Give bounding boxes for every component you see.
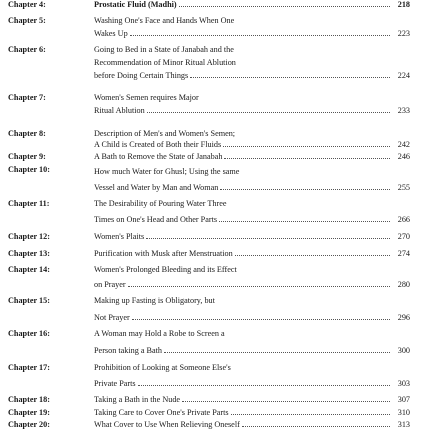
toc-entry-title: Taking a Bath in the Nude (94, 395, 181, 404)
page-number: 280 (397, 280, 410, 289)
toc-entry-title: A Child is Created of Both their Fluids (94, 140, 222, 149)
toc-entry-title: A Woman may Hold a Robe to Screen a (94, 329, 225, 338)
toc-entry-title: Private Parts (94, 379, 136, 388)
toc-entry-title: How much Water for Ghusl; Using the same (94, 167, 240, 176)
toc-entry-title: Description of Men's and Women's Semen; (94, 129, 236, 138)
dot-leader (179, 0, 390, 7)
toc-line (94, 249, 410, 258)
chapter-label: Chapter 6: (8, 45, 46, 54)
toc-line (94, 232, 410, 241)
toc-line (94, 199, 410, 208)
dot-leader (231, 408, 390, 415)
dot-leader (130, 29, 390, 36)
dot-leader (224, 152, 390, 159)
dot-leader (128, 280, 390, 287)
chapter-label: Chapter 15: (8, 296, 50, 305)
chapter-label: Chapter 16: (8, 329, 50, 338)
toc-line (94, 106, 410, 115)
toc-line (94, 280, 410, 289)
toc-entry-title: What Cover to Use When Relieving Oneself (94, 420, 240, 429)
page-number: 303 (397, 379, 410, 388)
dot-leader (182, 395, 390, 402)
chapter-label: Chapter 14: (8, 265, 50, 274)
toc-line (94, 420, 410, 429)
page-number: 307 (397, 395, 410, 404)
toc-line (94, 29, 410, 38)
toc-line (94, 215, 410, 224)
page-number: 223 (397, 29, 410, 38)
dot-leader (223, 140, 390, 147)
toc-line (94, 140, 410, 149)
chapter-label: Chapter 5: (8, 16, 46, 25)
page-number: 296 (397, 313, 410, 322)
toc-entry-title: Purification with Musk after Menstruation (94, 249, 233, 258)
toc-entry-title: Women's Semen requires Major (94, 93, 199, 102)
page-number: 242 (397, 140, 410, 149)
toc-entry-title: Washing One's Face and Hands When One (94, 16, 235, 25)
chapter-label: Chapter 11: (8, 199, 50, 208)
chapter-label: Chapter 4: (8, 0, 46, 9)
page-number: 266 (397, 215, 410, 224)
page-number: 270 (397, 232, 410, 241)
toc-entry-title: Prohibition of Looking at Someone Else's (94, 363, 231, 372)
toc-line (94, 129, 410, 138)
dot-leader (219, 215, 390, 222)
page-number: 255 (397, 183, 410, 192)
chapter-label: Chapter 18: (8, 395, 50, 404)
dot-leader (235, 249, 390, 256)
page-number: 224 (397, 71, 410, 80)
chapter-label: Chapter 7: (8, 93, 46, 102)
dot-leader (146, 232, 390, 239)
toc-entry-title: Recommendation of Minor Ritual Ablution (94, 58, 236, 67)
toc-entry-title: Taking Care to Cover One's Private Parts (94, 408, 229, 417)
chapter-label: Chapter 8: (8, 129, 46, 138)
toc-line (94, 0, 410, 9)
page-number: 233 (397, 106, 410, 115)
toc-line (94, 346, 410, 355)
toc-line (94, 395, 410, 404)
chapter-label: Chapter 9: (8, 152, 46, 161)
toc-entry-title: Person taking a Bath (94, 346, 162, 355)
chapter-label: Chapter 13: (8, 249, 50, 258)
page-number: 246 (397, 152, 410, 161)
toc-line (94, 58, 410, 67)
page-number: 313 (397, 420, 410, 429)
chapter-label: Chapter 10: (8, 165, 50, 174)
page-number: 310 (397, 408, 410, 417)
toc-entry-title: Women's Plaits (94, 232, 145, 241)
toc-line (94, 329, 410, 338)
toc-entry-title: Ritual Ablution (94, 106, 145, 115)
dot-leader (164, 346, 390, 353)
toc-line (94, 313, 410, 322)
toc-entry-title: Making up Fasting is Obligatory, but (94, 296, 215, 305)
toc-line (94, 16, 410, 25)
toc-line (94, 183, 410, 192)
page-number: 274 (397, 249, 410, 258)
toc-entry-title: The Desirability of Pouring Water Three (94, 199, 227, 208)
toc-entry-title: Times on One's Head and Other Parts (94, 215, 218, 224)
toc-line (94, 71, 410, 80)
chapter-label: Chapter 20: (8, 420, 50, 429)
toc-line (94, 265, 410, 274)
toc-entry-title: Not Prayer (94, 313, 130, 322)
toc-line (94, 296, 410, 305)
toc-entry-title: on Prayer (94, 280, 126, 289)
page-number: 300 (397, 346, 410, 355)
chapter-label: Chapter 19: (8, 408, 50, 417)
toc-line (94, 45, 410, 54)
toc-entry-title: Women's Prolonged Bleeding and its Effect (94, 265, 237, 274)
chapter-label: Chapter 17: (8, 363, 50, 372)
toc-entry-title: before Doing Certain Things (94, 71, 189, 80)
dot-leader (138, 379, 390, 386)
toc-line (94, 379, 410, 388)
chapter-label: Chapter 12: (8, 232, 50, 241)
toc-line (94, 152, 410, 161)
dot-leader (220, 183, 390, 190)
toc-entry-title: Wakes Up (94, 29, 128, 38)
toc-line (94, 93, 410, 102)
toc-line (94, 408, 410, 417)
toc-entry-title: Going to Bed in a State of Janabah and the (94, 45, 234, 54)
toc-entry-title: Prostatic Fluid (Madhi) (94, 0, 177, 9)
toc-entry-title: A Bath to Remove the State of Janabah (94, 152, 223, 161)
dot-leader (147, 106, 390, 113)
toc-line (94, 167, 410, 176)
toc-line (94, 363, 410, 372)
toc-entry-title: Vessel and Water by Man and Woman (94, 183, 219, 192)
dot-leader (190, 71, 390, 78)
dot-leader (132, 313, 390, 320)
page-number: 218 (397, 0, 410, 9)
dot-leader (242, 420, 390, 427)
